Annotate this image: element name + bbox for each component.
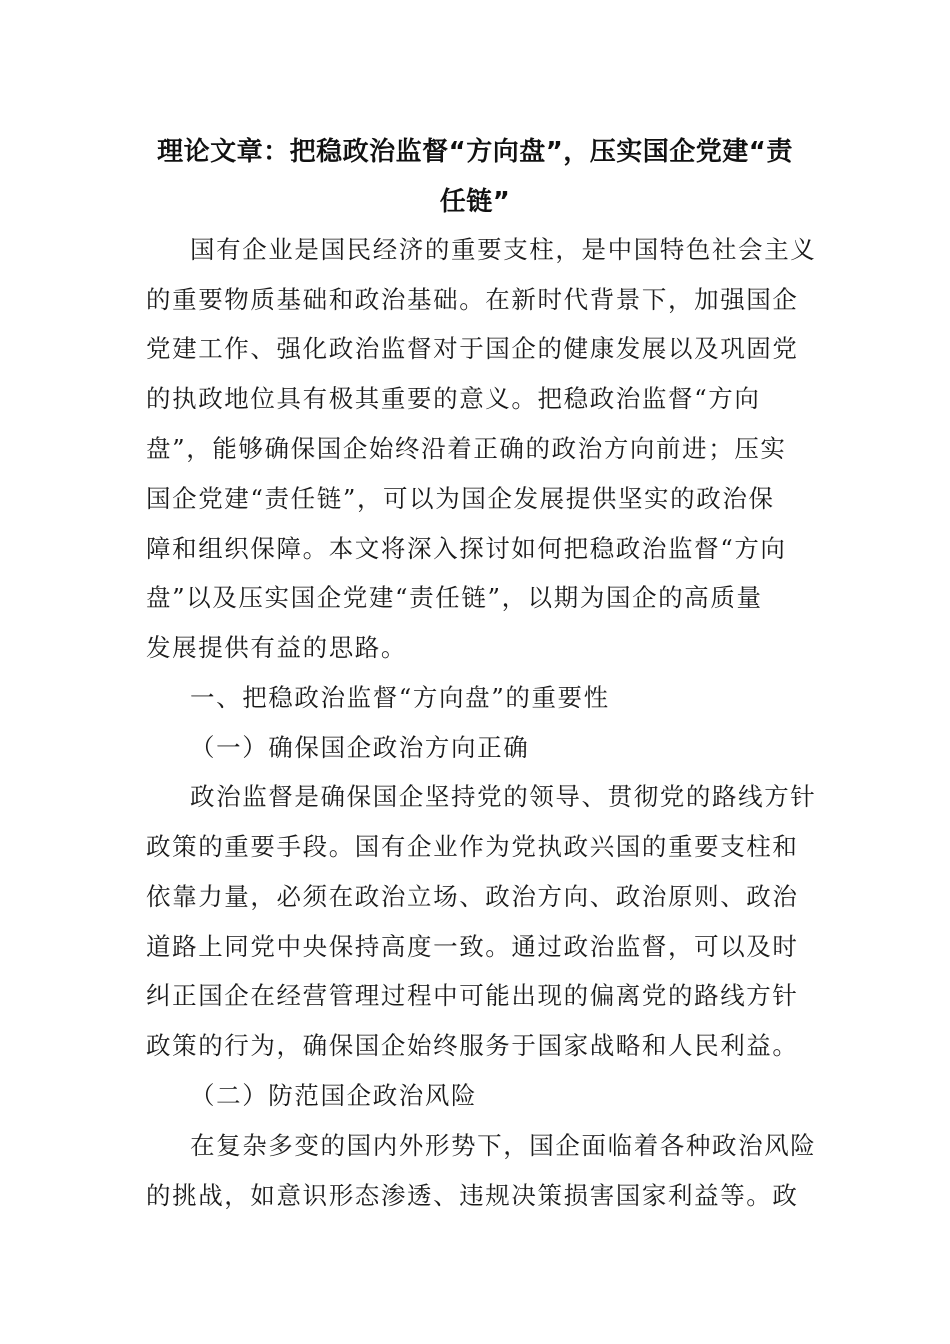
document-title-line-1: 理论文章：把稳政治监督“方向盘”，压实国企党建“责 bbox=[157, 137, 793, 167]
paragraph-intro-line-7: 障和组织保障。本文将深入探讨如何把稳政治监督“方向 bbox=[146, 534, 787, 563]
paragraph-1-line-4: 道路上同党中央保持高度一致。通过政治监督，可以及时 bbox=[146, 932, 799, 961]
paragraph-1-line-3: 依靠力量，必须在政治立场、政治方向、政治原则、政治 bbox=[146, 882, 799, 911]
paragraph-intro-line-9: 发展提供有益的思路。 bbox=[146, 633, 407, 662]
paragraph-1-line-6: 政策的行为，确保国企始终服务于国家战略和人民利益。 bbox=[146, 1031, 799, 1060]
paragraph-intro-line-4: 的执政地位具有极其重要的意义。把稳政治监督“方向 bbox=[146, 384, 761, 413]
paragraph-1-line-1: 政治监督是确保国企坚持党的领导、贯彻党的路线方针 bbox=[190, 782, 817, 811]
paragraph-intro-line-8: 盘”以及压实国企党建“责任链”，以期为国企的高质量 bbox=[146, 583, 763, 612]
paragraph-intro-line-3: 党建工作、强化政治监督对于国企的健康发展以及巩固党 bbox=[146, 334, 799, 363]
paragraph-intro-line-6: 国企党建“责任链”，可以为国企发展提供坚实的政治保 bbox=[146, 484, 775, 513]
section-heading-1: 一、把稳政治监督“方向盘”的重要性 bbox=[190, 683, 610, 712]
paragraph-intro-line-2: 的重要物质基础和政治基础。在新时代背景下，加强国企 bbox=[146, 285, 799, 314]
paragraph-1-line-5: 纠正国企在经营管理过程中可能出现的偏离党的路线方针 bbox=[146, 981, 799, 1010]
paragraph-intro-line-5: 盘”，能够确保国企始终沿着正确的政治方向前进；压实 bbox=[146, 434, 787, 463]
document-title-line-2: 任链” bbox=[439, 187, 511, 217]
paragraph-1-line-2: 政策的重要手段。国有企业作为党执政兴国的重要支柱和 bbox=[146, 832, 799, 861]
paragraph-2-line-2: 的挑战，如意识形态渗透、违规决策损害国家利益等。政 bbox=[146, 1181, 799, 1210]
subsection-heading-2: （二）防范国企政治风险 bbox=[190, 1081, 478, 1110]
paragraph-intro-line-1: 国有企业是国民经济的重要支柱，是中国特色社会主义 bbox=[190, 235, 817, 264]
subsection-heading-1: （一）确保国企政治方向正确 bbox=[190, 733, 530, 762]
paragraph-2-line-1: 在复杂多变的国内外形势下，国企面临着各种政治风险 bbox=[190, 1131, 817, 1160]
